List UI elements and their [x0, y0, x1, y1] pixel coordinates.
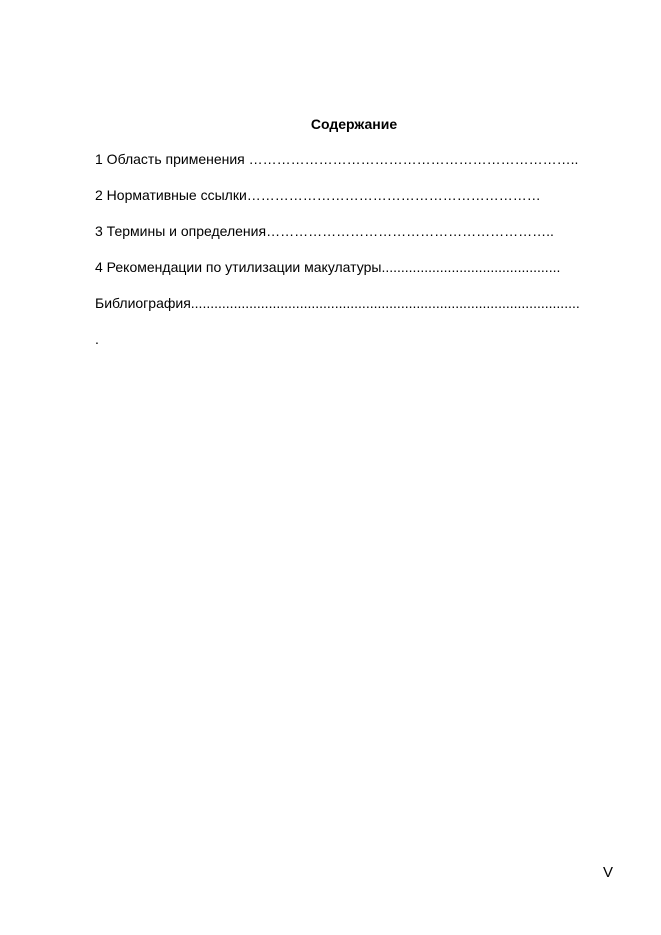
toc-entry-normative-references[interactable]: [95, 186, 620, 222]
toc-title: Содержание: [310, 116, 398, 132]
toc-entry-recommendations[interactable]: [95, 258, 620, 294]
toc-entry-bibliography[interactable]: [95, 294, 620, 330]
toc-entry-leader: ....................................................................................................: [190, 295, 580, 311]
toc-entry-text: 3 Термины и определения……………………………………………………..: [95, 223, 554, 239]
toc-list: [95, 150, 620, 330]
trailing-mark: .: [95, 331, 99, 347]
page-number: V: [603, 864, 614, 881]
toc-entry-text: 4 Рекомендации по утилизации макулатуры: [95, 259, 382, 275]
toc-entry-scope[interactable]: [95, 150, 620, 186]
toc-entry-terms-definitions[interactable]: [95, 222, 620, 258]
toc-entry-text: Библиография: [95, 295, 191, 311]
toc-entry-text: 2 Нормативные ссылки………………………………………………………: [95, 187, 541, 203]
toc-entry-text: 1 Область применения ……………………………………………………………..: [95, 151, 579, 167]
toc-entry-leader: ..............................................: [381, 259, 561, 275]
